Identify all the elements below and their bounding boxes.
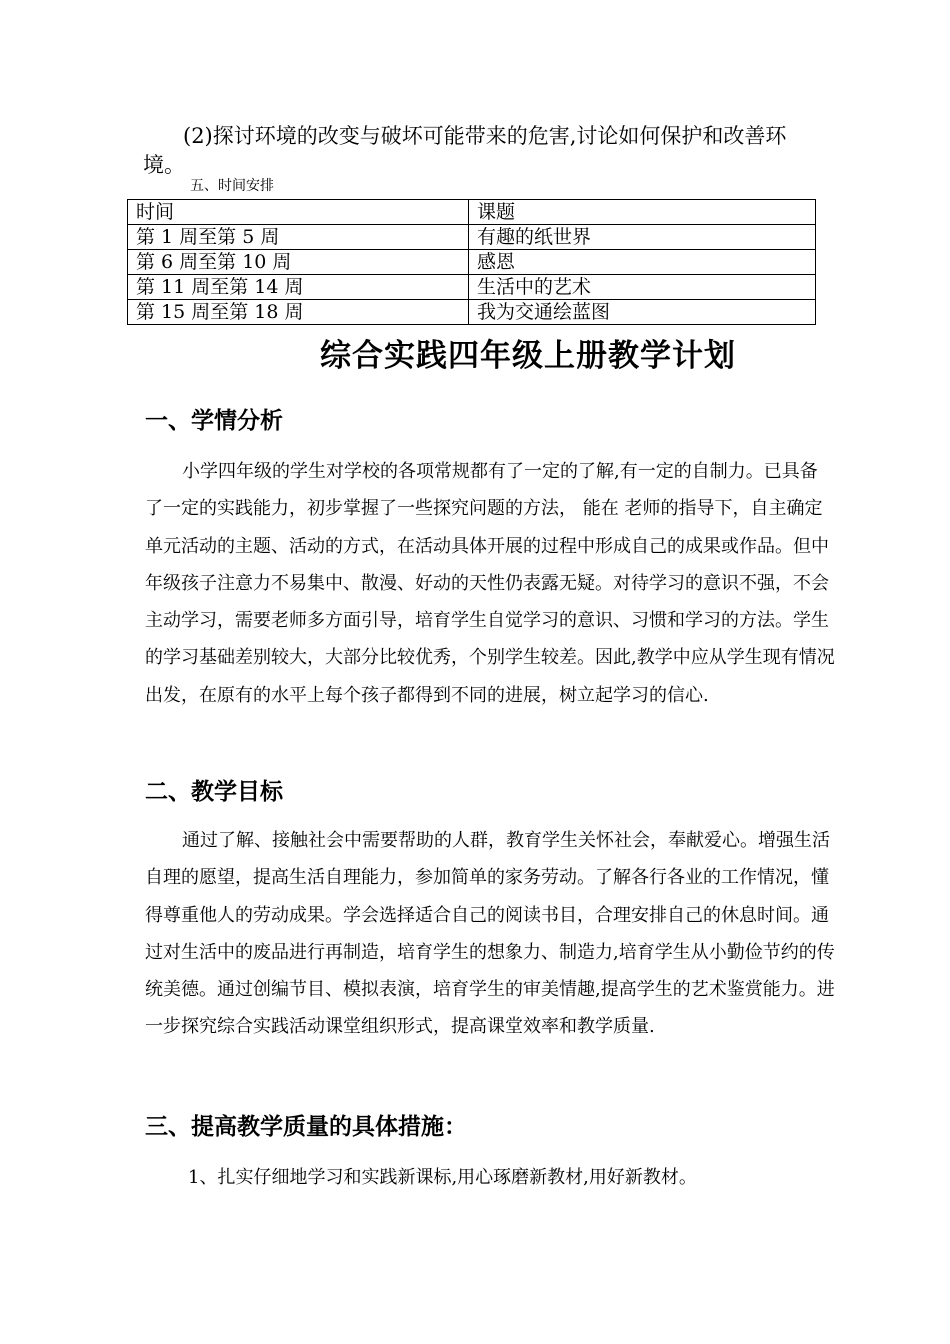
table-row bbox=[128, 275, 816, 300]
table-cell-topic: 有趣的纸世界 bbox=[469, 225, 816, 250]
intro-paragraph: (2)探讨环境的改变与破坏可能带来的危害,讨论如何保护和改善环境。 bbox=[143, 124, 787, 177]
section-heading-measures: 三、提高教学质量的具体措施： bbox=[145, 1114, 467, 1140]
table-cell-topic: 感恩 bbox=[469, 250, 816, 275]
section-paragraph-objectives: 通过了解、接触社会中需要帮助的人群，教育学生关怀社会，奉献爱心。增强生活自理的愿望，提高生活自理能力，参加简单的家务劳动。了解各行各业的工作情况，懂得尊重他人的劳动成果。学会选择适合自己的阅读书目，合理安排自己的休息时间。通过对生活中的废品进行再制造，培育学生的想象力、制造力,培育学生从小勤俭节约的传统美德。通过创编节目、模拟表演，培育学生的审美情趣,提高学生的艺术鉴赏能力。进一步探究综合实践活动课堂组织形式，提高课堂效率和教学质量. bbox=[145, 830, 835, 1038]
measure-item: 1、扎实仔细地学习和实践新课标,用心琢磨新教材,用好新教材。 bbox=[188, 1167, 697, 1188]
section-paragraph-analysis: 小学四年级的学生对学校的各项常规都有了一定的了解,有一定的自制力。已具备了一定的实践能力，初步掌握了一些探究问题的方法， 能在 老师的指导下，自主确定单元活动的主题、活动的方式，在活动具体开展的过程中形成自己的成果或作品。但中年级孩子注意力不易集中、散漫、好动的天性仍表露无疑。对待学习的意识不强，不会主动学习，需要老师多方面引导，培育学生自觉学习的意识、习惯和学习的方法。学生的学习基础差别较大，大部分比较优秀，个别学生较差。因此,教学中应从学生现有情况出发，在原有的水平上每个孩子都得到不同的进展，树立起学习的信心. bbox=[145, 461, 835, 706]
table-header-time: 时间 bbox=[128, 200, 469, 225]
table-row bbox=[128, 225, 816, 250]
section-heading-objectives: 二、教学目标 bbox=[145, 779, 283, 805]
schedule-title: 五、时间安排 bbox=[190, 178, 274, 194]
schedule-table bbox=[127, 199, 816, 325]
document-title: 综合实践四年级上册教学计划 bbox=[320, 338, 736, 374]
table-cell-time: 第 15 周至第 18 周 bbox=[128, 300, 469, 325]
table-cell-time: 第 6 周至第 10 周 bbox=[128, 250, 469, 275]
section-heading-analysis: 一、学情分析 bbox=[145, 408, 283, 434]
table-header-row bbox=[128, 200, 816, 225]
table-cell-topic: 生活中的艺术 bbox=[469, 275, 816, 300]
table-cell-time: 第 1 周至第 5 周 bbox=[128, 225, 469, 250]
table-row bbox=[128, 300, 816, 325]
table-cell-topic: 我为交通绘蓝图 bbox=[469, 300, 816, 325]
table-header-topic: 课题 bbox=[469, 200, 816, 225]
table-cell-time: 第 11 周至第 14 周 bbox=[128, 275, 469, 300]
table-row bbox=[128, 250, 816, 275]
